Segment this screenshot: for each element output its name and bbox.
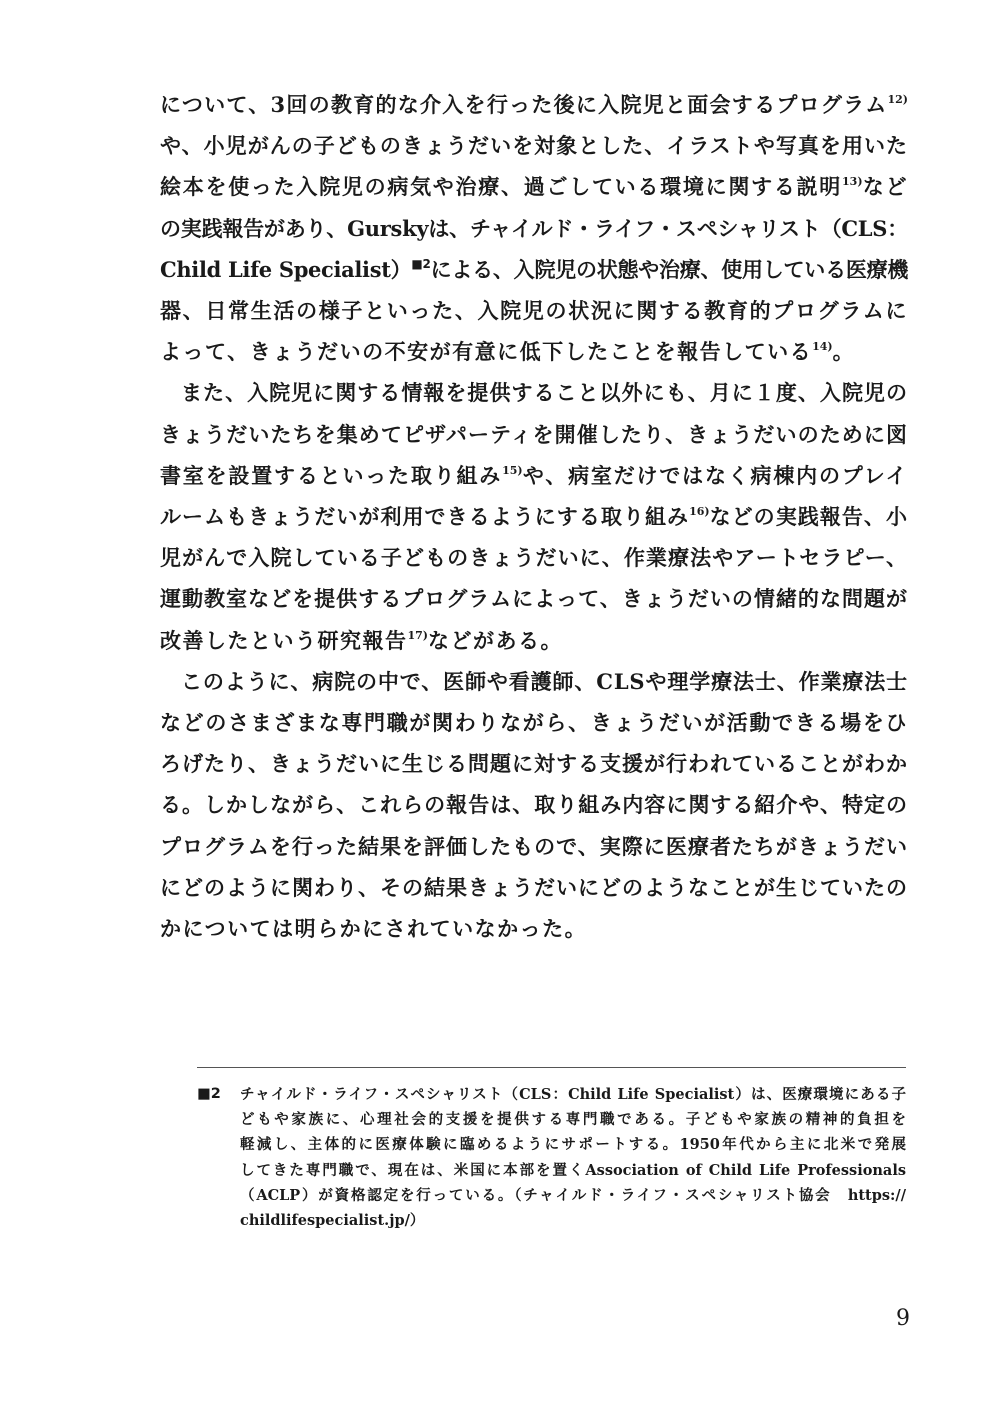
text-line [160, 455, 908, 496]
text-line: の実践報告があり、Gurskyは、チャイルド・ライフ・スペシャリスト（CLS： [160, 215, 908, 241]
text-line [160, 496, 908, 537]
text-span: よって、きょうだいの不安が有意に低下したことを報告している [160, 339, 813, 365]
footnote-divider [197, 1067, 906, 1068]
footnote-mark: ■2 [411, 256, 431, 271]
text-span: 絵本を使った入院児の病気や治療、過ごしている環境に関する説明 [160, 174, 843, 200]
text-span: などがある。 [428, 627, 564, 653]
paragraph-1 [160, 84, 908, 372]
text-span: による、入院児の状態や治療、使用している医療機 [430, 256, 909, 282]
text-line [160, 620, 908, 661]
text-line: 児がんで入院している子どものきょうだいに、作業療法やアートセラピー、 [160, 545, 908, 571]
text-span: Child Life Specialist） [160, 256, 412, 282]
text-line [160, 331, 908, 372]
text-line: かについては明らかにされていなかった。 [160, 916, 588, 942]
text-line: などのさまざまな専門職が関わりながら、きょうだいが活動できる場をひ [160, 710, 908, 736]
footnote-line: （ACLP）が資格認定を行っている。（チャイルド・ライフ・スペシャリスト協会 https:// [240, 1186, 906, 1204]
citation-ref: 17) [407, 628, 429, 642]
text-line: ろげたり、きょうだいに生じる問題に対する支援が行われていることがわか [160, 751, 908, 777]
footnote-body [240, 1082, 906, 1233]
footnote-line: チャイルド・ライフ・スペシャリスト（CLS：Child Life Specialist）は、医療環境にある子 [240, 1086, 906, 1103]
text-line [160, 166, 908, 207]
text-span: 書室を設置するといった取り組み [160, 462, 503, 488]
citation-ref: 13) [842, 175, 863, 189]
text-span: ルームもきょうだいが利用できるようにする取り組み [160, 504, 690, 530]
paragraph-3 [160, 661, 908, 949]
text-span: 改善したという研究報告 [160, 627, 408, 653]
text-line [160, 249, 908, 290]
footnote-line: どもや家族に、心理社会的支援を提供する専門職である。子どもや家族の精神的負担を [240, 1111, 906, 1129]
footnote-marker: ■2 [197, 1086, 221, 1102]
text-span: など [862, 174, 908, 200]
text-span: 。 [832, 339, 856, 365]
main-body-text [160, 84, 908, 949]
text-line: 器、日常生活の様子といった、入院児の状況に関する教育的プログラムに [160, 298, 908, 324]
text-line: このように、病院の中で、医師や看護師、CLSや理学療法士、作業療法士 [181, 668, 908, 694]
citation-ref: 12) [887, 93, 908, 106]
text-line: また、入院児に関する情報を提供すること以外にも、月に１度、入院児の [181, 380, 908, 406]
text-span: や、病室だけではなく病棟内のプレイ [522, 462, 908, 488]
text-line: きょうだいたちを集めてピザパーティを開催したり、きょうだいのために図 [160, 421, 908, 447]
text-span: について、3回の教育的な介入を行った後に入院児と面会するプログラム [160, 92, 888, 117]
text-line: や、小児がんの子どものきょうだいを対象とした、イラストや写真を用いた [160, 133, 908, 159]
footnote-line: childlifespecialist.jp/） [240, 1212, 425, 1230]
text-line: にどのように関わり、その結果きょうだいにどのようなことが生じていたの [160, 874, 908, 900]
citation-ref: 14) [812, 340, 833, 354]
text-line: る。しかしながら、これらの報告は、取り組み内容に関する紹介や、特定の [160, 792, 908, 818]
text-span: などの実践報告、小 [709, 504, 908, 530]
citation-ref: 16) [689, 505, 710, 519]
footnote-line: してきた専門職で、現在は、米国に本部を置くAssociation of Child Life Professionals [240, 1161, 906, 1179]
paragraph-2 [160, 372, 908, 660]
text-line: 運動教室などを提供するプログラムによって、きょうだいの情緒的な問題が [160, 586, 908, 612]
text-line [160, 84, 908, 125]
citation-ref: 15) [502, 463, 523, 477]
text-line: プログラムを行った結果を評価したもので、実際に医療者たちがきょうだい [160, 833, 908, 859]
footnote-line: 軽減し、主体的に医療体験に臨めるようにサポートする。1950年代から主に北米で発展 [240, 1136, 906, 1154]
page-number: 9 [896, 1306, 910, 1331]
